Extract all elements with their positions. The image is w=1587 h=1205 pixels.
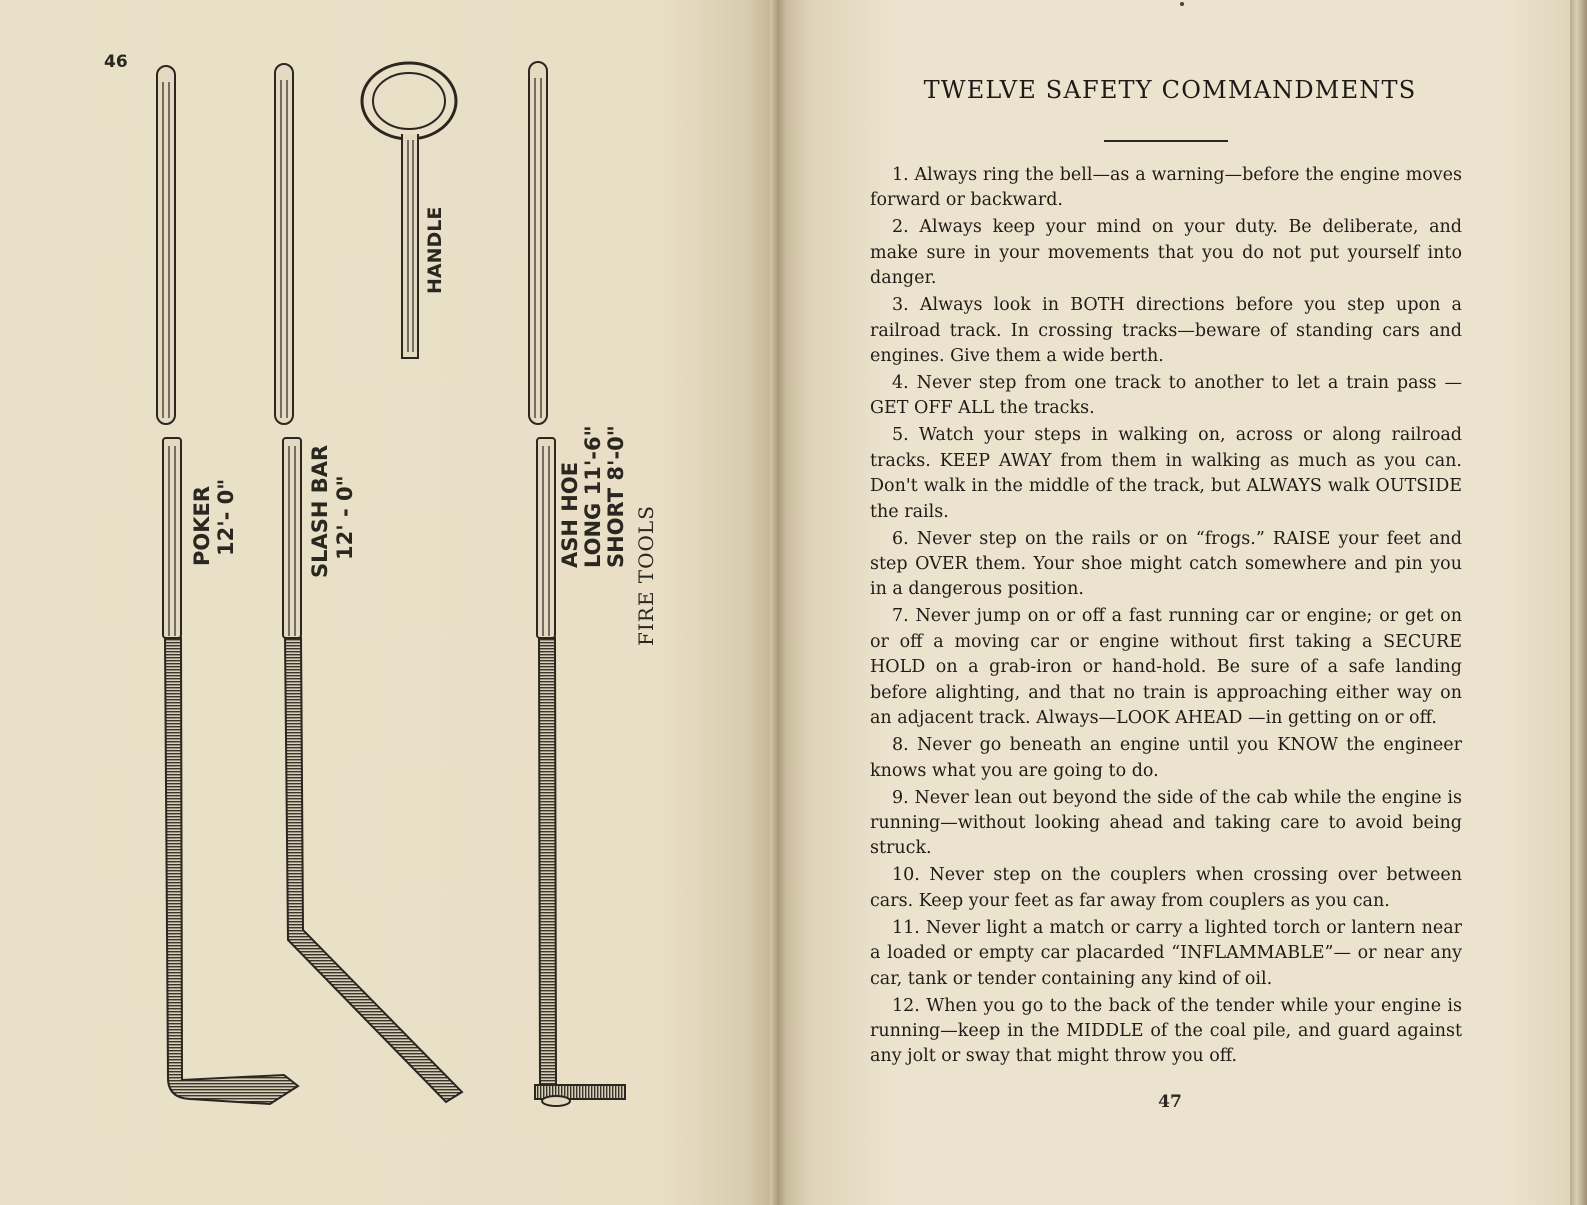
commandment-9: 9. Never lean out beyond the side of the cab while the engine is running—without looking ahead and taking care to avoid being struck. (870, 787, 1462, 859)
ash-hoe-short: SHORT 8'-0" (604, 425, 628, 568)
commandment-8: 8. Never go beneath an engine until you KNOW the engineer knows what you are going to do. (870, 735, 1462, 781)
commandment-4: 4. Never step from one track to another to let a train pass —GET OFF ALL the tracks. (870, 373, 1462, 419)
ash-hoe-tool-icon (529, 62, 625, 1106)
ash-hoe-long: LONG 11'-6" (581, 425, 605, 568)
left-page-number: 46 (104, 52, 128, 72)
commandment-6: 6. Never step on the rails or on “frogs.” RAISE your feet and step OVER them. Your shoe might catch somewhere and pin you in a dangerous position. (870, 528, 1462, 600)
commandment-1: 1. Always ring the bell—as a warning—before the engine moves forward or backward. (870, 165, 1462, 211)
right-page-number: 47 (1158, 1092, 1182, 1112)
speck (1180, 2, 1184, 6)
commandment-2: 2. Always keep your mind on your duty. Be deliberate, and make sure in your movements that you do not put yourself into danger. (870, 217, 1462, 289)
fire-tools-illustration (0, 0, 778, 1205)
commandment-10: 10. Never step on the couplers when crossing over between cars. Keep your feet as far away from couplers as you can. (870, 865, 1462, 911)
page-title: TWELVE SAFETY COMMANDMENTS (923, 76, 1417, 104)
ash-hoe-label: ASH HOE (558, 461, 582, 568)
slash-bar-size: 12' - 0" (333, 475, 357, 560)
handle-label: HANDLE (424, 206, 446, 294)
fire-tools-caption: FIRE TOOLS (634, 505, 658, 646)
commandment-12: 12. When you go to the back of the tender while your engine is running—keep in the MIDDLE of the coal pile, and guard against any jolt or sway that might throw you off. (870, 995, 1462, 1067)
commandments-list (870, 163, 1462, 1071)
commandment-7: 7. Never jump on or off a fast running car or engine; or get on or off a moving car or engine without first taking a SECURE HOLD on a grab-iron or hand-hold. Be sure of a safe landing before alighting, and that no train is approaching either way on an adjacent track. Always—LOOK AHEAD —in getting on or off. (870, 606, 1462, 729)
title-rule (1104, 140, 1228, 142)
page-edge (1570, 0, 1587, 1205)
commandment-5: 5. Watch your steps in walking on, across or along railroad tracks. KEEP AWAY from them in walking as much as you can. Don't walk in the middle of the track, but ALWAYS walk OUTSIDE the rails. (870, 425, 1462, 522)
poker-label: POKER (190, 485, 214, 566)
commandment-3: 3. Always look in BOTH directions before you step upon a railroad track. In crossing tracks—beware of standing cars and engines. Give them a wide berth. (870, 295, 1462, 367)
commandment-11: 11. Never light a match or carry a lighted torch or lantern near a loaded or empty car placarded “INFLAMMABLE”— or near any car, tank or tender containing any kind of oil. (870, 917, 1462, 989)
poker-size: 12'- 0" (214, 478, 238, 556)
slash-bar-label: SLASH BAR (308, 444, 332, 578)
